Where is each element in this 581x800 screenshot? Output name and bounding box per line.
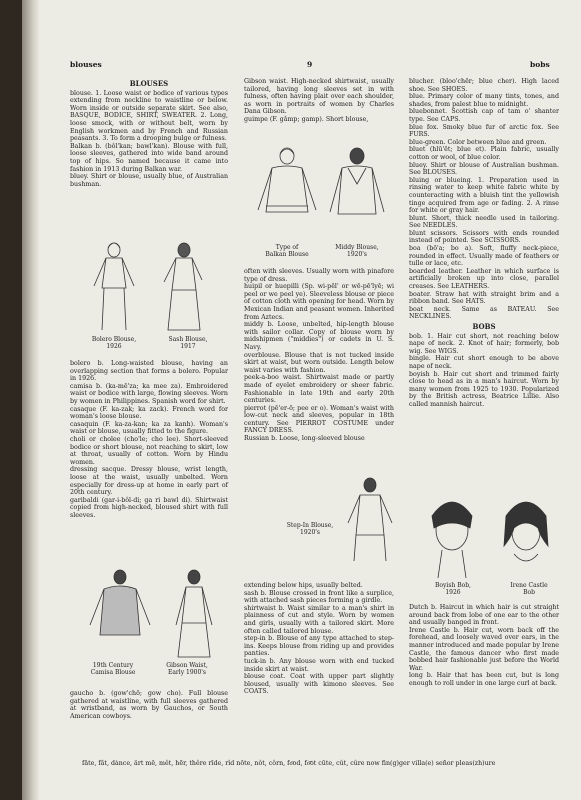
camisa-gibson-illustration <box>82 565 232 660</box>
entry: blue-green. Color between blue and green. <box>409 138 547 146</box>
entry: bob. 1. Hair cut short, not reaching below nape of neck. 2. Knot of hair; formerly, bob wig. See WIGS. <box>409 332 559 355</box>
entry: bluet (hlū'ēt; blue et). Plain fabric, usually cotton or wool, of blue color. <box>409 146 559 161</box>
entry: bingle. Hair cut short enough to be above nape of neck. <box>409 355 559 370</box>
column-2-top <box>244 78 394 124</box>
entry: Dutch b. Haircut in which hair is cut straight around back from lobe of one ear to the other and usually banged in front. <box>409 604 559 627</box>
column-1-middle <box>70 360 228 519</box>
caption-stepin: Step-In Blouse, 1920's <box>286 522 334 536</box>
entry: blouse coat. Coat with upper part slightly bloused, usually with kimono sleeves. See COATS. <box>244 673 394 696</box>
entry: pierrot (pē'er-ō; pee er o). Woman's waist with low-cut neck and sleeves, popular in 18th century. See PIERROT COSTUME under FANCY DRESS. <box>244 404 394 435</box>
entry: boa (bō'a; bo a). Soft, fluffy neck-piece, rounded in effect. Usually made of feathers or tulle or lace, etc. <box>409 245 559 268</box>
entry: blouse. 1. Loose waist or bodice of various types extending from neckline to waistline or below. Worn inside or outside separate skirt. See also, BASQUE, BODICE, SHIRT, SWEATER. 2. Long, loose smock, with or without belt, worn by English workmen and by French and Russian peasants. 3. To form a drooping bulge or fulness. <box>70 89 228 143</box>
entry: peek-a-boo waist. Shirtwaist made or partly made of eyelet embroidery or sheer fabric. Fashionable in late 19th and early 20th centuries. <box>244 374 394 405</box>
column-1-bottom <box>70 690 228 720</box>
caption-bolero: Bolero Blouse, 1926 <box>91 336 137 350</box>
column-3-top <box>409 78 559 409</box>
column-3-bottom <box>409 604 559 688</box>
entry: gaucho b. (gow'chō; gow cho). Full blouse gathered at waistline, with full sleeves gathered at wristband, as worn by Gauchos, or South American cowboys. <box>70 690 228 720</box>
entry: casaquin (F. ka-za-kan; ka za kanh). Woman's waist or blouse, usually fitted to the figure. <box>70 420 228 436</box>
pronunciation-key: fāte, făt, dȧnce, ärt mē, mĕt, hẽr, thêre rīde, rĭd nōte, nŏt, côrn, fo͞od, fo͝ot cūte, cŭt, cûre now fin(g)ger villa(e) señor pleas(zh)ure <box>82 760 496 767</box>
entry: Gibson waist. High-necked shirtwaist, usually tailored, having long sleeves set in with fulness, often having plait over each shoulder, as worn in portraits of women by Charles Dana Gibson. <box>244 78 394 116</box>
column-2-bottom <box>244 582 394 696</box>
entry: blucher. (bloo'chēr; blue cher). High laced shoe. See SHOES. <box>409 78 559 93</box>
entry: camisa b. (ka-mē'za; ka mee za). Embroidered waist or bodice with large, flowing sleeves. Worn by women in Philippines. Spanish word for shirt. <box>70 382 228 405</box>
caption-irene-castle-bob: Irene Castle Bob <box>510 582 548 596</box>
entry: dressing sacque. Dressy blouse, wrist length, loose at the waist, usually unbelted. Worn especially for dress-up at home in early part of 20th century. <box>70 466 228 497</box>
entry: bluey. Shirt or blouse of Australian bushman. See BLOUSES. <box>409 161 559 177</box>
entry: Russian b. Loose, long-sleeved blouse <box>244 435 365 443</box>
entry: overblouse. Blouse that is not tucked inside skirt at waist, but worn outside. Length below waist varies with fashion. <box>244 351 394 374</box>
entry: step-in b. Blouse of any type attached to step-ins. Keeps blouse from riding up and provides panties. <box>244 635 394 658</box>
bolero-sash-illustration <box>82 238 222 333</box>
entry: boyish b. Hair cut short and trimmed fairly close to head as in a man's haircut. Worn by many women from 1925 to 1930. Popularized by the British actress, Beatrice Lillie. Also called mannish haircut. <box>409 370 559 408</box>
page-number: 9 <box>307 60 313 69</box>
book-edge <box>0 0 22 800</box>
balkan-middy-illustration <box>252 142 392 242</box>
entry: choli or cholee (cho'le; cho lee). Short-sleeved bodice or short blouse, not reaching to skirt, low at throat, usually of cotton. Worn by Hindu women. <box>70 435 228 466</box>
stepin-illustration <box>340 475 400 565</box>
column-1-top <box>70 78 228 188</box>
entry: blue. Primary color of many tints, tones, and shades, from palest blue to midnight. <box>409 93 559 108</box>
entry: often with sleeves. Usually worn with pinafore type of dress. <box>244 268 394 283</box>
entry: blunt scissors. Scissors with ends rounded instead of pointed. See SCISSORS. <box>409 229 559 245</box>
caption-gibson: Gibson Waist, Early 1900's <box>166 662 208 676</box>
entry: extending below hips, usually belted. <box>244 582 363 589</box>
entry: boater. Straw hat with straight brim and a ribbon band. See HATS. <box>409 290 559 306</box>
caption-camisa: 19th Century Camisa Blouse <box>90 662 136 676</box>
entry: boarded leather. Leather in which surface is artificially broken up into close, parallel creases. See LEATHERS. <box>409 267 559 291</box>
bobs-illustration <box>414 488 564 580</box>
section-title-blouses: BLOUSES <box>129 79 169 88</box>
entry: sash b. Blouse crossed in front like a surplice, with attached sash pieces forming a girdle. <box>244 589 394 605</box>
entry: tuck-in b. Any blouse worn with end tucked inside skirt at waist. <box>244 657 394 673</box>
header-right: bobs <box>530 60 550 69</box>
entry: long b. Hair that has been cut, but is long enough to roll under in one large curl at back. <box>409 672 559 687</box>
entry: middy b. Loose, unbelted, hip-length blouse with sailor collar. Copy of blouse worn by midshipmen ("middies") or cadets in U. S. Navy. <box>244 321 394 351</box>
entry: guimpe (F. gǎmp; gamp). Short blouse, <box>244 115 369 123</box>
entry: bluey. Shirt or blouse, usually blue, of Australian bushman. <box>70 173 228 188</box>
entry: blue fox. Smoky blue fur of arctic fox. See FURS. <box>409 123 559 139</box>
entry: Balkan b. (bôl'kan; bawl'kan). Blouse with full, loose sleeves, gathered into wide band around top of hips. So named because it came into fashion in 1913 during Balkan war. <box>70 142 228 173</box>
entry: bluebonnet. Scottish cap of tam o' shanter type. See CAPS. <box>409 108 559 123</box>
column-2-middle <box>244 268 394 443</box>
entry: boat neck. Same as BATEAU. See NECKLINES. <box>409 305 559 321</box>
entry: bluing or blueing. 1. Preparation used in rinsing water to keep white fabric white by counteracting with a bluish tint the yellowish tinge acquired from age or fading. 2. A rinse for white or gray hair. <box>409 176 559 215</box>
entry: casaque (F. ka-zak; ka zack). French word for woman's loose blouse. <box>70 405 228 421</box>
caption-sash: Sash Blouse, 1917 <box>168 336 208 350</box>
caption-boyish-bob: Boyish Bob, 1926 <box>435 582 471 596</box>
page-gutter <box>22 0 40 800</box>
entry: shirtwaist b. Waist similar to a man's shirt in plainness of cut and style. Worn by women and girls, usually with a tailored skirt. More often called tailored blouse. <box>244 604 394 635</box>
caption-balkan: Type of Balkan Blouse <box>265 244 309 258</box>
entry: garibaldi (gar-i-bôl-di; ga ri bawl di). Shirtwaist copied from high-necked, bloused shirt with full sleeves. <box>70 496 228 519</box>
entry: huipil or huepilli (Sp. wi-pēl' or wē-pē'lyē; wi peel or we peel ye). Sleeveless blouse or piece of cotton cloth with opening for head. Worn by Mexican Indian and peasant women. Inherited from Aztecs. <box>244 283 394 321</box>
caption-middy: Middy Blouse, 1920's <box>335 244 379 258</box>
entry: bolero b. Long-waisted blouse, having an overlapping section that forms a bolero. Popular in 1926. <box>70 360 228 383</box>
header-left: blouses <box>70 60 102 69</box>
section-title-bobs: BOBS <box>472 322 496 331</box>
dictionary-page <box>22 0 581 800</box>
entry: Irene Castle b. Hair cut, worn back off the forehead, and loosely waved over ears, in the manner introduced and made popular by Irene Castle, the famous dancer who first made bobbed hair fashionable just before the World War. <box>409 626 559 672</box>
entry: blunt. Short, thick needle used in tailoring. See NEEDLES. <box>409 214 559 230</box>
